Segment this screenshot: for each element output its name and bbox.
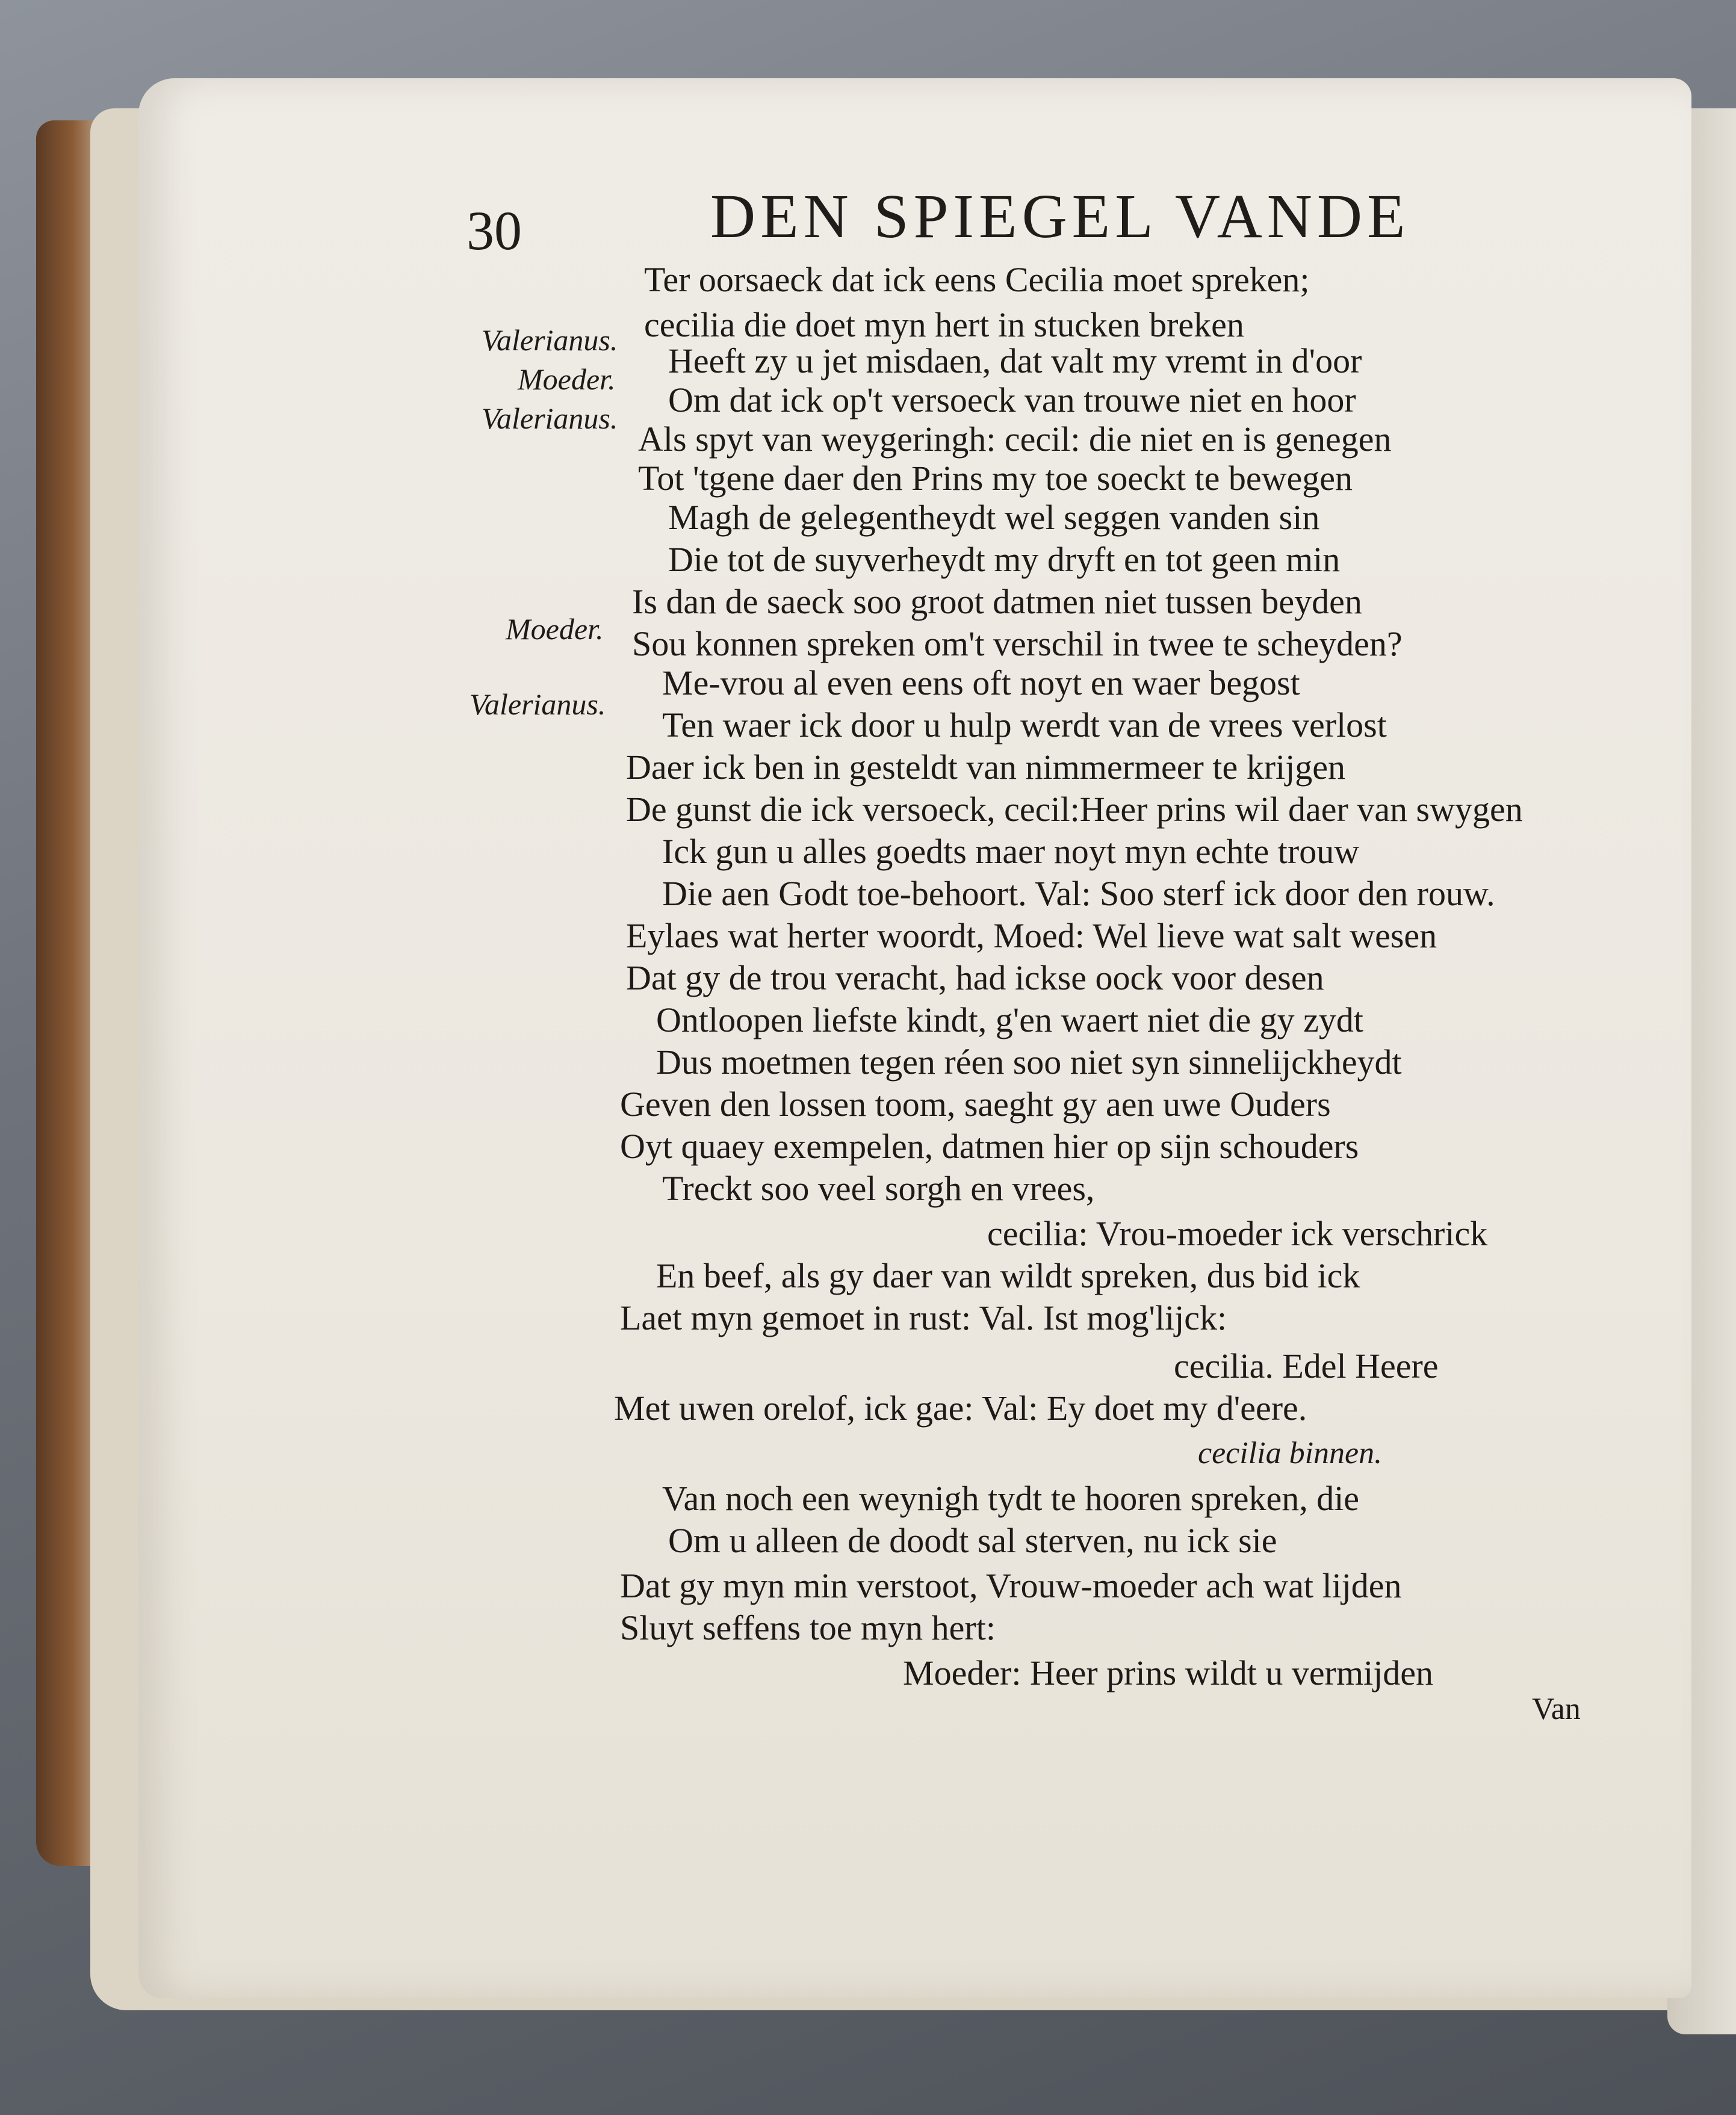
verse-line: En beef, als gy daer van wildt spreken, dus bid ick <box>656 1256 1360 1295</box>
verse-line: Eylaes wat herter woordt, Moed: Wel lieve wat salt wesen <box>626 916 1437 955</box>
verse-line: Als spyt van weygeringh: cecil: die niet en is genegen <box>638 420 1392 459</box>
verse-line: Ten waer ick door u hulp werdt van de vrees verlost <box>662 705 1387 745</box>
verse-line: Geven den lossen toom, saeght gy aen uwe Ouders <box>620 1085 1331 1124</box>
verse-line: Sluyt seffens toe myn hert: <box>620 1608 996 1647</box>
verse-line: Sou konnen spreken om't verschil in twee te scheyden? <box>632 624 1403 663</box>
verse-line: Die aen Godt toe-behoort. Val: Soo sterf ick door den rouw. <box>662 874 1495 913</box>
verse-line: Dat gy de trou veracht, had ickse oock voor desen <box>626 958 1324 997</box>
stage-direction: cecilia binnen. <box>1198 1436 1383 1470</box>
catchword: Van <box>1532 1692 1581 1726</box>
verse-line: Ontloopen liefste kindt, g'en waert niet die gy zydt <box>656 1000 1363 1039</box>
verse-line: Van noch een weynigh tydt te hooren spreken, die <box>662 1479 1360 1518</box>
verse-line: Magh de gelegentheydt wel seggen vanden sin <box>668 498 1320 537</box>
speaker-label: Moeder. <box>518 362 616 396</box>
verse-line: Dus moetmen tegen réen soo niet syn sinnelijckheydt <box>656 1042 1402 1082</box>
verse-line: Moeder: Heer prins wildt u vermijden <box>903 1653 1434 1692</box>
verse-line: Ick gun u alles goedts maer noyt myn echte trouw <box>662 832 1360 871</box>
verse-line: Om u alleen de doodt sal sterven, nu ick sie <box>668 1521 1277 1560</box>
speaker-label: Moeder. <box>506 612 604 646</box>
verse-line: cecilia die doet myn hert in stucken breken <box>644 305 1244 344</box>
verse-line: Laet myn gemoet in rust: Val. Ist mog'lijck: <box>620 1298 1227 1337</box>
verse-line: Oyt quaey exempelen, datmen hier op sijn schouders <box>620 1127 1359 1166</box>
verse-line: Dat gy myn min verstoot, Vrouw-moeder ach wat lijden <box>620 1566 1402 1605</box>
verse-line: cecilia: Vrou-moeder ick verschrick <box>987 1214 1488 1253</box>
page-number: 30 <box>467 200 522 261</box>
verse-line: Is dan de saeck soo groot datmen niet tussen beyden <box>632 582 1362 621</box>
speaker-label: Valerianus. <box>470 687 606 721</box>
speaker-label: Valerianus. <box>482 401 618 435</box>
verse-line: Treckt soo veel sorgh en vrees, <box>662 1169 1095 1208</box>
verse-line: Tot 'tgene daer den Prins my toe soeckt te bewegen <box>638 459 1353 498</box>
running-title: DEN SPIEGEL VANDE <box>710 182 1410 251</box>
verse-line: Daer ick ben in gesteldt van nimmermeer te krijgen <box>626 748 1346 787</box>
verse-line: cecilia. Edel Heere <box>1174 1346 1439 1386</box>
speaker-label: Valerianus. <box>482 323 618 357</box>
verse-line: Om dat ick op't versoeck van trouwe niet en hoor <box>668 380 1356 420</box>
verse-line: De gunst die ick versoeck, cecil:Heer prins wil daer van swygen <box>626 790 1523 829</box>
verse-line: Die tot de suyverheydt my dryft en tot geen min <box>668 540 1341 579</box>
verse-line: Me-vrou al even eens oft noyt en waer begost <box>662 663 1300 702</box>
verse-line: Heeft zy u jet misdaen, dat valt my vremt in d'oor <box>668 341 1362 380</box>
verse-line: Met uwen orelof, ick gae: Val: Ey doet my d'eere. <box>614 1389 1307 1428</box>
verse-line: Ter oorsaeck dat ick eens Cecilia moet spreken; <box>644 260 1310 299</box>
